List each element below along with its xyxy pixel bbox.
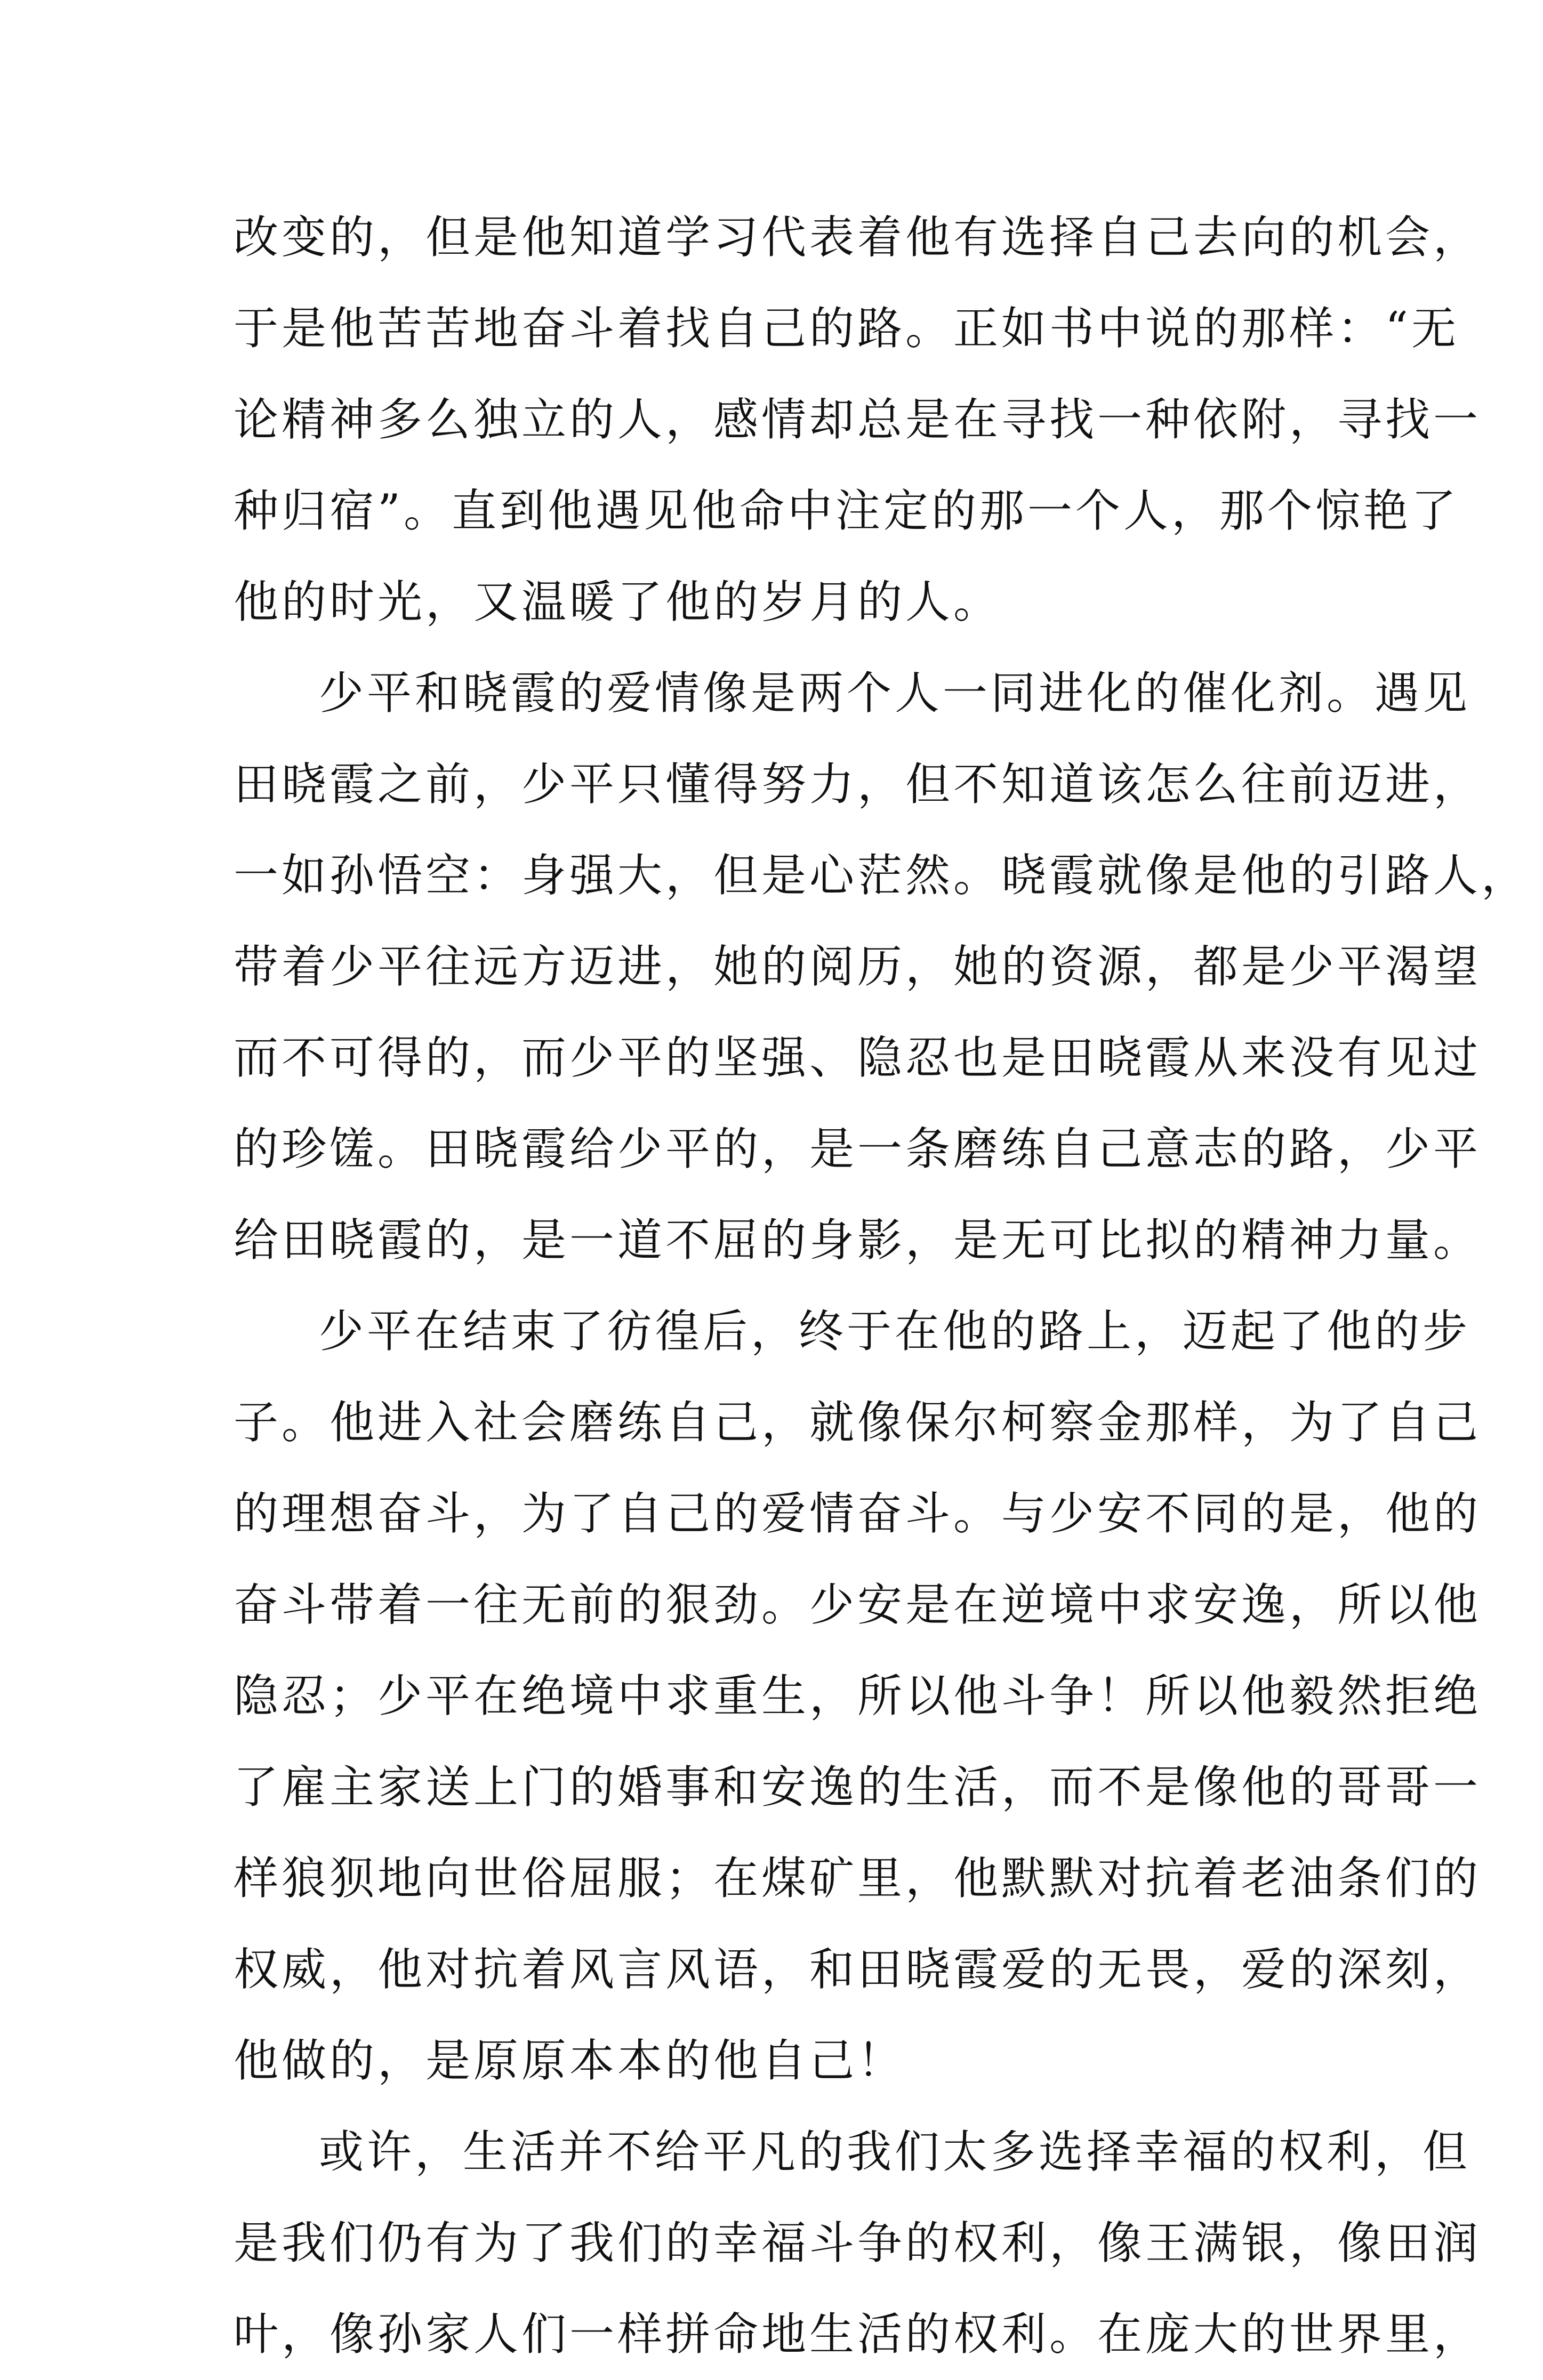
text-line: 是我们仍有为了我们的幸福斗争的权利，像王满银，像田润 xyxy=(234,2217,1482,2269)
text-line: 样狼狈地向世俗屈服；在煤矿里，他默默对抗着老油条们的 xyxy=(234,1852,1482,1904)
text-line: 奋斗带着一往无前的狠劲。少安是在逆境中求安逸，所以他 xyxy=(234,1579,1482,1631)
text-line: 隐忍；少平在绝境中求重生，所以他斗争！所以他毅然拒绝 xyxy=(234,1670,1482,1722)
text-line: 改变的，但是他知道学习代表着他有选择自己去向的机会， xyxy=(234,211,1482,263)
text-line: 而不可得的，而少平的坚强、隐忍也是田晓霞从来没有见过 xyxy=(234,1032,1482,1084)
text-line: 于是他苦苦地奋斗着找自己的路。正如书中说的那样：“无 xyxy=(234,302,1459,355)
text-line: 他做的，是原原本本的他自己！ xyxy=(234,2035,906,2087)
text-line: 田晓霞之前，少平只懂得努力，但不知道该怎么往前迈进， xyxy=(234,758,1482,810)
text-line: 他的时光，又温暖了他的岁月的人。 xyxy=(234,576,1002,628)
text-line: 的理想奋斗，为了自己的爱情奋斗。与少安不同的是，他的 xyxy=(234,1488,1482,1540)
text-line: 或许，生活并不给平凡的我们太多选择幸福的权利，但 xyxy=(319,2126,1471,2178)
text-line: 种归宿”。直到他遇见他命中注定的那一个人，那个惊艳了 xyxy=(234,485,1459,537)
text-line: 少平和晓霞的爱情像是两个人一同进化的催化剂。遇见 xyxy=(319,667,1471,719)
text-line: 给田晓霞的，是一道不屈的身影，是无可比拟的精神力量。 xyxy=(234,1214,1482,1266)
text-line: 了雇主家送上门的婚事和安逸的生活，而不是像他的哥哥一 xyxy=(234,1761,1482,1813)
text-line: 权威，他对抗着风言风语，和田晓霞爱的无畏，爱的深刻， xyxy=(234,1943,1482,1996)
text-line: 少平在结束了彷徨后，终于在他的路上，迈起了他的步 xyxy=(319,1305,1471,1357)
text-line: 子。他进入社会磨练自己，就像保尔柯察金那样，为了自己 xyxy=(234,1396,1482,1449)
body-text xyxy=(234,192,1530,2380)
text-line: 论精神多么独立的人，感情却总是在寻找一种依附，寻找一 xyxy=(234,393,1482,446)
text-line: 一如孙悟空：身强大，但是心茫然。晓霞就像是他的引路人， xyxy=(234,849,1530,902)
text-line: 的珍馐。田晓霞给少平的，是一条磨练自己意志的路，少平 xyxy=(234,1123,1482,1175)
text-line: 带着少平往远方迈进，她的阅历，她的资源，都是少平渴望 xyxy=(234,940,1482,993)
text-line: 叶，像孙家人们一样拼命地生活的权利。在庞大的世界里， xyxy=(234,2308,1482,2360)
